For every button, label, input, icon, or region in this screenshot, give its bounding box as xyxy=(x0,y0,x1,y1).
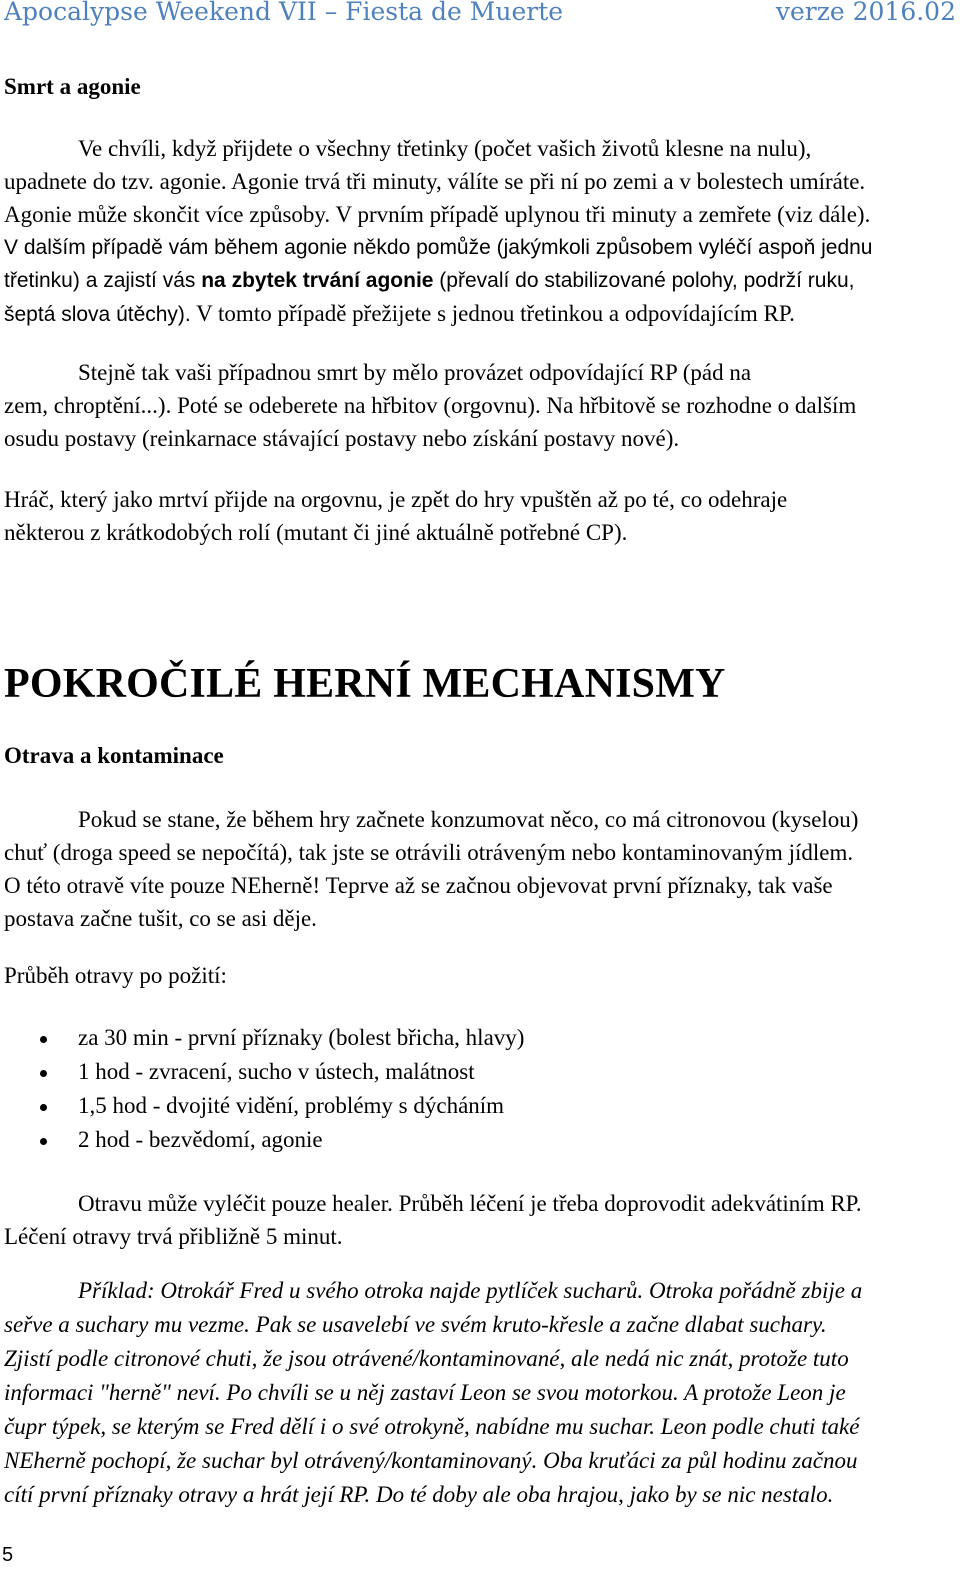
list-item-text: 1 hod - zvracení, sucho v ústech, malátnost xyxy=(78,1059,475,1084)
header-version: verze 2016.02 xyxy=(775,0,956,26)
text-line: V dalším případě vám během agonie někdo pomůže (jakýmkoli způsobem vyléčí aspoň jednu xyxy=(4,236,873,259)
text-line: osudu postavy (reinkarnace stávající postavy nebo získání postavy nové). xyxy=(4,426,680,451)
text-line xyxy=(4,297,942,331)
page-number: 5 xyxy=(2,1544,14,1566)
list-item xyxy=(4,1089,942,1123)
bold-phrase: na zbytek trvání agonie xyxy=(201,269,434,292)
text-line: Léčení otravy trvá přibližně 5 minut. xyxy=(4,1224,343,1249)
list-item xyxy=(4,1055,942,1089)
text-line: Ve chvíli, když přijdete o všechny třetinky (počet vašich životů klesne na nulu), xyxy=(78,136,812,161)
bullet-icon xyxy=(40,1070,47,1077)
text-line: chuť (droga speed se nepočítá), tak jste se otrávili otráveným nebo kontaminovaným jídlem. xyxy=(4,840,854,865)
text-line xyxy=(4,264,942,297)
running-header xyxy=(4,0,956,32)
bullet-icon xyxy=(40,1138,47,1145)
paragraph-return xyxy=(4,483,942,549)
text-line: některou z krátkodobých rolí (mutant či jiné aktuálně potřebné CP). xyxy=(4,520,628,545)
list-item xyxy=(4,1021,942,1055)
list-item-text: 1,5 hod - dvojité vidění, problémy s dýcháním xyxy=(78,1093,505,1118)
bullet-icon xyxy=(40,1104,47,1111)
text-run: šeptá slova útěchy). xyxy=(4,303,191,326)
text-line: Stejně tak vaši případnou smrt by mělo provázet odpovídající RP (pád na xyxy=(78,360,752,385)
text-line: Zjistí podle citronové chuti, že jsou otrávené/kontaminované, ale nedá nic znát, protože tuto xyxy=(4,1346,849,1371)
text-line: NEherně pochopí, že suchar byl otrávený/kontaminovaný. Oba kruťáci za půl hodinu začnou xyxy=(4,1448,858,1473)
bullet-icon xyxy=(40,1036,47,1043)
text-line: zem, chroptění...). Poté se odeberete na hřbitov (orgovnu). Na hřbitově se rozhodne o dalším xyxy=(4,393,857,418)
list-item xyxy=(4,1123,942,1157)
text-line: Hráč, který jako mrtví přijde na orgovnu, je zpět do hry vpuštěn až po té, co odehraje xyxy=(4,487,788,512)
paragraph-death-rp xyxy=(4,356,942,455)
paragraph-healing xyxy=(4,1187,942,1253)
paragraph-poison xyxy=(4,803,942,935)
list-item-text: za 30 min - první příznaky (bolest břicha, hlavy) xyxy=(78,1025,525,1050)
text-line: upadnete do tzv. agonie. Agonie trvá tři minuty, válíte se při ní po zemi a v bolestech umíráte. xyxy=(4,169,866,194)
course-list xyxy=(4,1021,942,1157)
text-run: V tomto případě přežijete s jednou třetinkou a odpovídajícím RP. xyxy=(190,301,795,326)
text-line: čupr týpek, se kterým se Fred dělí i o své otrokyně, nabídne mu suchar. Leon podle chuti také xyxy=(4,1414,860,1439)
text-run: (převalí do stabilizované polohy, podrží ruku, xyxy=(433,269,855,292)
list-item-text: 2 hod - bezvědomí, agonie xyxy=(78,1127,323,1152)
text-line: postava začne tušit, co se asi děje. xyxy=(4,906,317,931)
text-line: cítí první příznaky otravy a hrát její RP. Do té doby ale oba hrajou, jako by se nic nestalo. xyxy=(4,1482,834,1507)
section-heading-death: Smrt a agonie xyxy=(4,74,141,99)
text-run: třetinku) a zajistí vás xyxy=(4,269,202,292)
text-line: informaci "herně" neví. Po chvíli se u něj zastaví Leon se svou motorkou. A protože Leon je xyxy=(4,1380,846,1405)
text-line: Otravu může vyléčit pouze healer. Průběh léčení je třeba doprovodit adekvátiním RP. xyxy=(78,1191,862,1216)
text-line: seřve a suchary mu vezme. Pak se usavelebí ve svém kruto-křesle a začne dlabat suchary. xyxy=(4,1312,827,1337)
course-label: Průběh otravy po požití: xyxy=(4,963,227,988)
text-line: Příklad: Otrokář Fred u svého otroka najde pytlíček sucharů. Otroka pořádně zbije a xyxy=(78,1278,863,1303)
text-line: O této otravě víte pouze NEherně! Teprve až se začnou objevovat první příznaky, tak vaše xyxy=(4,873,833,898)
text-line: Pokud se stane, že během hry začnete konzumovat něco, co má citronovou (kyselou) xyxy=(78,807,859,832)
paragraph-agony xyxy=(4,132,942,331)
section-heading-poison: Otrava a kontaminace xyxy=(4,743,224,768)
example-paragraph xyxy=(4,1274,942,1512)
chapter-heading: POKROČILÉ HERNÍ MECHANISMY xyxy=(4,661,726,707)
header-title: Apocalypse Weekend VII – Fiesta de Muerte xyxy=(4,0,564,26)
text-line: Agonie může skončit více způsoby. V prvním případě uplynou tři minuty a zemřete (viz dále). xyxy=(4,202,871,227)
